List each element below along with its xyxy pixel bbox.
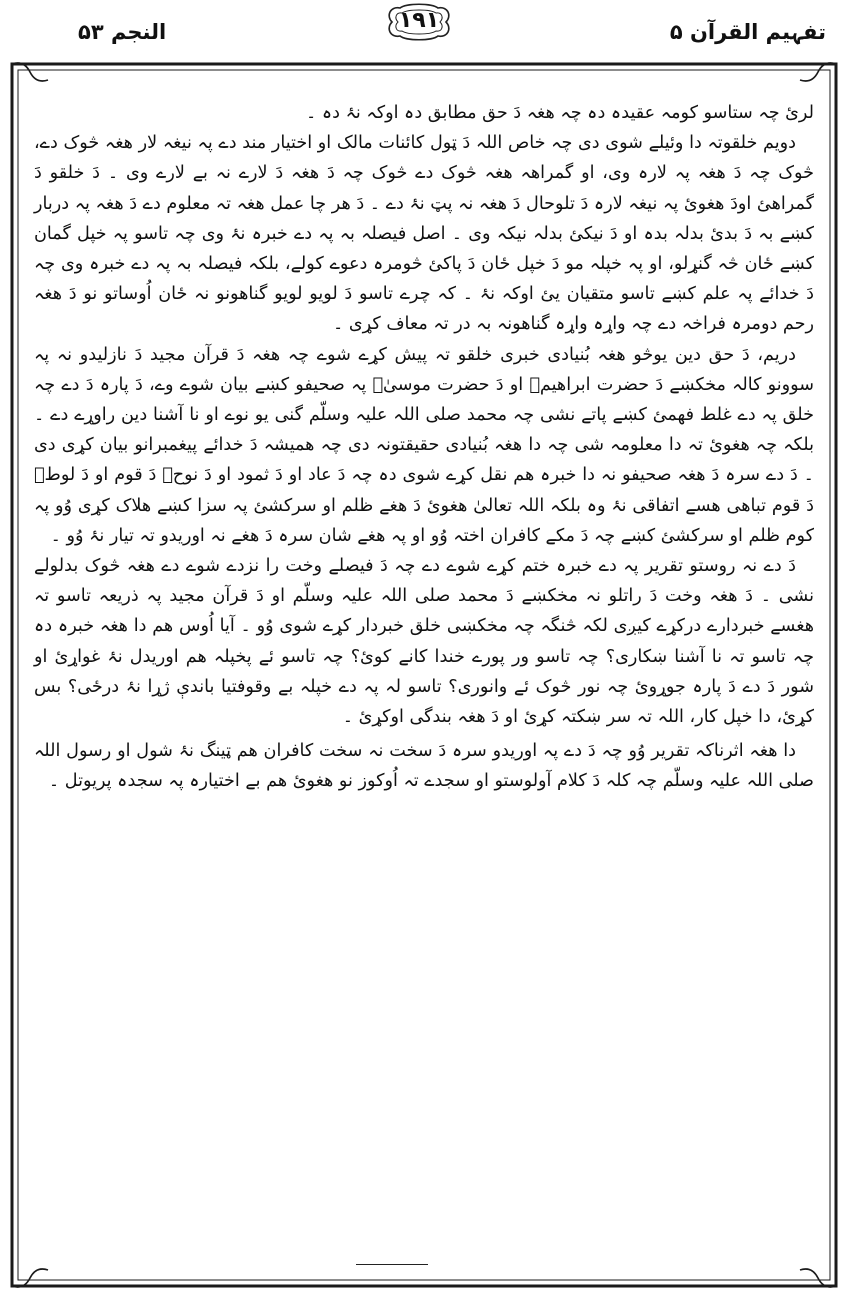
page-number-badge [382,2,456,42]
paragraph: دویم خلقوتہ دا وئیلے شوی دی چہ خاص اللہ دَ ټول کائنات مالک او اختیار مند دے پہ نیغہ لار ھغہ څوک دے، څوک چہ دَ ھغہ پہ لارہ وی، او گمراھہ ھغہ څوک دے څوک چہ دَ ھغہ دَ لارے نہ بے لارے وی ۔ دَ خلقو دَ گمراھئ اودَ ھغوئ پہ نیغہ لارہ دَ تلوحال دَ ھغہ نہ پټ نۂ دے ۔ دَ ھر چا عمل ھغہ تہ معلوم دے دَ ھغہ پہ دربار کښے بہ دَ بدئ بدلہ بدہ او دَ نیکئ بدلہ نیکہ وی ۔ اصل فیصلہ بہ پہ دے خبرہ نۂ وی چہ تاسو پہ خپل گمان کښے ځان څہ گنړلو، او پہ خپلہ مو دَ خپل ځان دَ پاکئ څومرہ دعوے کولے، بلکہ فیصلہ بہ پہ دے خبرہ وی چہ دَ خدائے پہ علم کښے تاسو متقیان یئ اوکہ نۂ ۔ کہ چرے تاسو دَ لویو لویو گناھونو نہ ځان اُوساتو نو دَ ھغہ رحم دومرہ فراخہ دے چہ واړہ واړہ گناھونہ بہ در تہ معاف کړی ۔ [34,133,814,335]
paragraph: دَ دے نہ روستو تقریر پہ دے خبرہ ختم کړے شوے دے چہ دَ فیصلے وخت را نزدے شوے دے ھغہ څوک بدلولے نشی ۔ دَ ھغہ وخت دَ راتلو نہ مخکښے دَ محمد صلی اللہ علیہ وسلّم او دَ قرآن مجید پہ ذریعہ تاسو تہ ھغسے خبردارے درکړے کیږی لکہ څنگہ چہ مخکښی خلق خبردار کړے شوی وُو ۔ آیا اُوس ھم دا ھغہ خبرہ دہ چہ تاسو تہ نا آشنا ښکاری؟ چہ تاسو ور پورے خندا کانے کوئ؟ چہ تاسو ئے پخپلہ ھم اوریدل نۂ غواړئ او شور دَ دے دَ پارہ جوړوئ چہ نور څوک ئے وانوری؟ تاسو لہ پہ دے خپلہ بے وقوفتیا باندې ژړا نۂ درځی؟ بس کړئ، دا خپل کار، اللہ تہ سر ښکتہ کړئ او دَ ھغہ بندگی اوکړئ ۔ [34,556,814,728]
paragraph: لرئ چہ ستاسو کومہ عقیدہ دہ چہ ھغہ دَ حق مطابق دہ اوکہ نۂ دہ ۔ [305,103,814,123]
book-title: تفہیم القرآن ۵ [669,20,826,44]
page-number: ۱۹۱ [398,8,440,33]
page-header [0,0,848,56]
body-text [34,98,814,797]
surah-label: النجم ۵۳ [78,20,167,44]
end-divider [356,1264,428,1265]
paragraph: دریم، دَ حق دین یوڅو ھغہ بُنیادی خبری خلقو تہ پیش کړے شوے چہ ھغہ دَ قرآن مجید دَ نازلیدو نہ پہ سوونو کالہ مخکښے دَ حضرت ابراھیمؑ او دَ حضرت موسیٰؑ پہ صحیفو کښے بیان شوے وے، دَ پارہ دَ دے چہ خلق پہ دے غلط فھمئ کښے پاتے نشی چہ محمد صلی اللہ علیہ وسلّم گنی یو نوے او نا آشنا دین راوړے دے ۔ بلکہ چہ ھغوئ تہ دا معلومہ شی چہ دا ھغہ بُنیادی حقیقتونہ دی چہ ھمیشہ دَ خدائے پیغمبرانو بیان کړی دی ۔ دَ دے سرہ دَ ھغہ صحیفو نہ دا خبرہ ھم نقل کړے شوی دہ چہ دَ عاد او دَ ثمود او دَ نوحؑ دَ قوم او دَ لوطؑ دَ قوم تباھی ھسے اتفاقی نۂ وہ بلکہ اللہ تعالیٰ ھغوئ دَ ھغے ظلم او سرکشئ پہ سزا کښے ھلاک کړی وُو پہ کوم ظلم او سرکشئ کښے چہ دَ مکے کافران اختہ وُو او پہ ھغے شان سرہ دَ ھغے نہ اوریدو تہ تیار نۂ وُو ۔ [34,344,814,546]
paragraph: دا ھغہ اثرناکہ تقریر وُو چہ دَ دے پہ اوریدو سرہ دَ سخت نہ سخت کافران ھم ټینگ نۂ شول او رسول اللہ صلی اللہ علیہ وسلّم چہ کلہ دَ کلام آولوستو او سجدے تہ اُوکوز نو ھغوئ ھم بے اختیارہ پہ سجدہ پریوتل ۔ [34,741,814,792]
